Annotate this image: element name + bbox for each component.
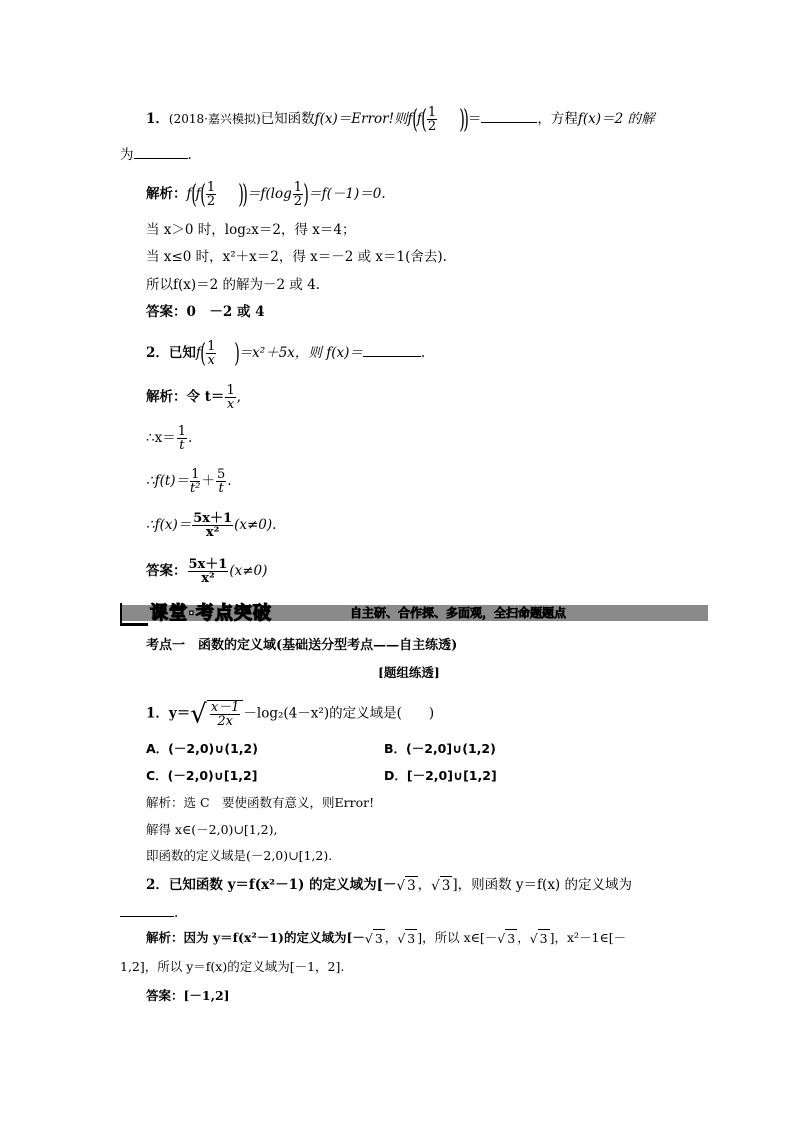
section-banner [120, 603, 708, 623]
subsection-heading: [题组练透] [378, 665, 440, 680]
sqrt-expression: √ $\frac{x-1}{2x}$ [190, 700, 243, 728]
problem-number: 1． [146, 111, 169, 127]
fraction-big: $\frac{5x+1}{\text{x²}}$ [188, 557, 228, 586]
problem-2-line: 2．已知f( $\frac{1}{x}$ )＝x²＋5x，则 f(x)＝ . [146, 338, 426, 369]
solution-2-line1: 解析：令 t＝ $\frac{1}{x}$ , [146, 383, 242, 412]
fraction-big: $\frac{5x+1}{\text{x²}}$ [193, 511, 233, 540]
fraction-half: $\frac{1}{2}$ [206, 180, 216, 209]
problem-1-line2: 为 . [120, 147, 192, 163]
solution-line: 当 x≤0 时，x²＋x＝2，得 x＝－2 或 x＝1(舍去). [146, 249, 447, 265]
option-a: A．(－2,0)∪(1,2) [146, 741, 258, 756]
fraction-1-over-x: $\frac{1}{x}$ [207, 339, 216, 368]
fraction-1-over-t2: $\frac{1}{\text{t²}}$ [190, 467, 201, 496]
fraction-5-over-t: $\frac{5}{t}$ [216, 467, 226, 496]
solution-2-line2: ∴x＝ $\frac{1}{t}$ . [146, 424, 193, 453]
problem-1-line: 1．(2018·嘉兴模拟)已知函数f(x)＝Error!则f(f( $\frac{1}{2}$ ))＝ ，方程f(x)＝2 的解 [146, 104, 655, 135]
question-1: 1．y＝√ $\frac{x-1}{2x}$ －log₂(4－x²)的定义域是( ) [146, 699, 435, 730]
answer-2: 答案： $\frac{5x+1}{\text{x²}}$ (x≠0) [146, 557, 268, 586]
problem-source: (2018·嘉兴模拟) [168, 112, 261, 126]
fraction-half: $\frac{1}{2}$ [293, 180, 303, 209]
q1-solution-line3: 即函数的定义域是(－2,0)∪[1,2). [146, 848, 333, 863]
solution-1: 解析：f(f( $\frac{1}{2}$ ))＝f(log $\frac{1}{2}$ )＝f(－1)＝0. [146, 179, 386, 210]
fraction-1-over-t: $\frac{1}{t}$ [177, 424, 186, 453]
q2-solution-line1: 解析：因为 y＝f(x²－1)的定义域为[－√ 3 ，√ 3 ]，所以 x∈[－√ 3 ，√ 3 ]，x²－1∈[－ [146, 930, 627, 946]
answer-3: 答案：[－1,2] [146, 988, 230, 1003]
solution-2-line4: ∴f(x)＝ $\frac{5x+1}{\text{x²}}$ (x≠0). [146, 511, 277, 540]
banner-subtitle: 自主研、合作探、多面观，全扫命题题点 [350, 606, 567, 620]
text: 已知函数 [260, 111, 315, 127]
solution-label: 解析： [146, 186, 187, 202]
solution-line: 当 x＞0 时，log₂x＝2，得 x＝4； [146, 222, 356, 238]
banner-title: 课堂·考点突破 [150, 603, 272, 624]
answer-blank [481, 122, 537, 123]
solution-line: 所以f(x)＝2 的解为－2 或 4. [146, 277, 321, 293]
question-2-line2: . [120, 904, 178, 922]
answer-blank [120, 916, 174, 917]
q1-solution-line1: 解析：选 C 要使函数有意义，则Error! [146, 795, 375, 810]
question-2: 2．已知函数 y＝f(x²－1) 的定义域为[－√ 3 ，√ 3 ]，则函数 y＝f(x) 的定义域为 [146, 877, 632, 894]
q1-solution-line2: 解得 x∈(－2,0)∪[1,2), [146, 822, 278, 837]
fraction-half: $\frac{1}{2}$ [427, 105, 437, 134]
banner-hook [120, 603, 148, 626]
answer-blank [363, 356, 421, 357]
option-d: D．[－2,0]∪[1,2] [384, 768, 497, 783]
option-c: C．(－2,0)∪[1,2] [146, 768, 258, 783]
option-b: B．(－2,0]∪(1,2) [384, 741, 496, 756]
answer-blank [134, 158, 188, 159]
section-heading: 考点一 函数的定义域(基础送分型考点——自主练透) [146, 638, 458, 653]
answer-1: 答案：0 －2 或 4 [146, 304, 265, 320]
q2-solution-line2: 1,2]，所以 y＝f(x)的定义域为[－1，2]. [120, 959, 345, 974]
fraction-1-over-x: $\frac{1}{x}$ [226, 383, 235, 412]
solution-2-line3: ∴f(t)＝ $\frac{1}{\text{t²}}$ ＋ $\frac{5}{t}$ . [146, 467, 232, 496]
function-def: f(x)＝Error!则 [314, 111, 408, 127]
